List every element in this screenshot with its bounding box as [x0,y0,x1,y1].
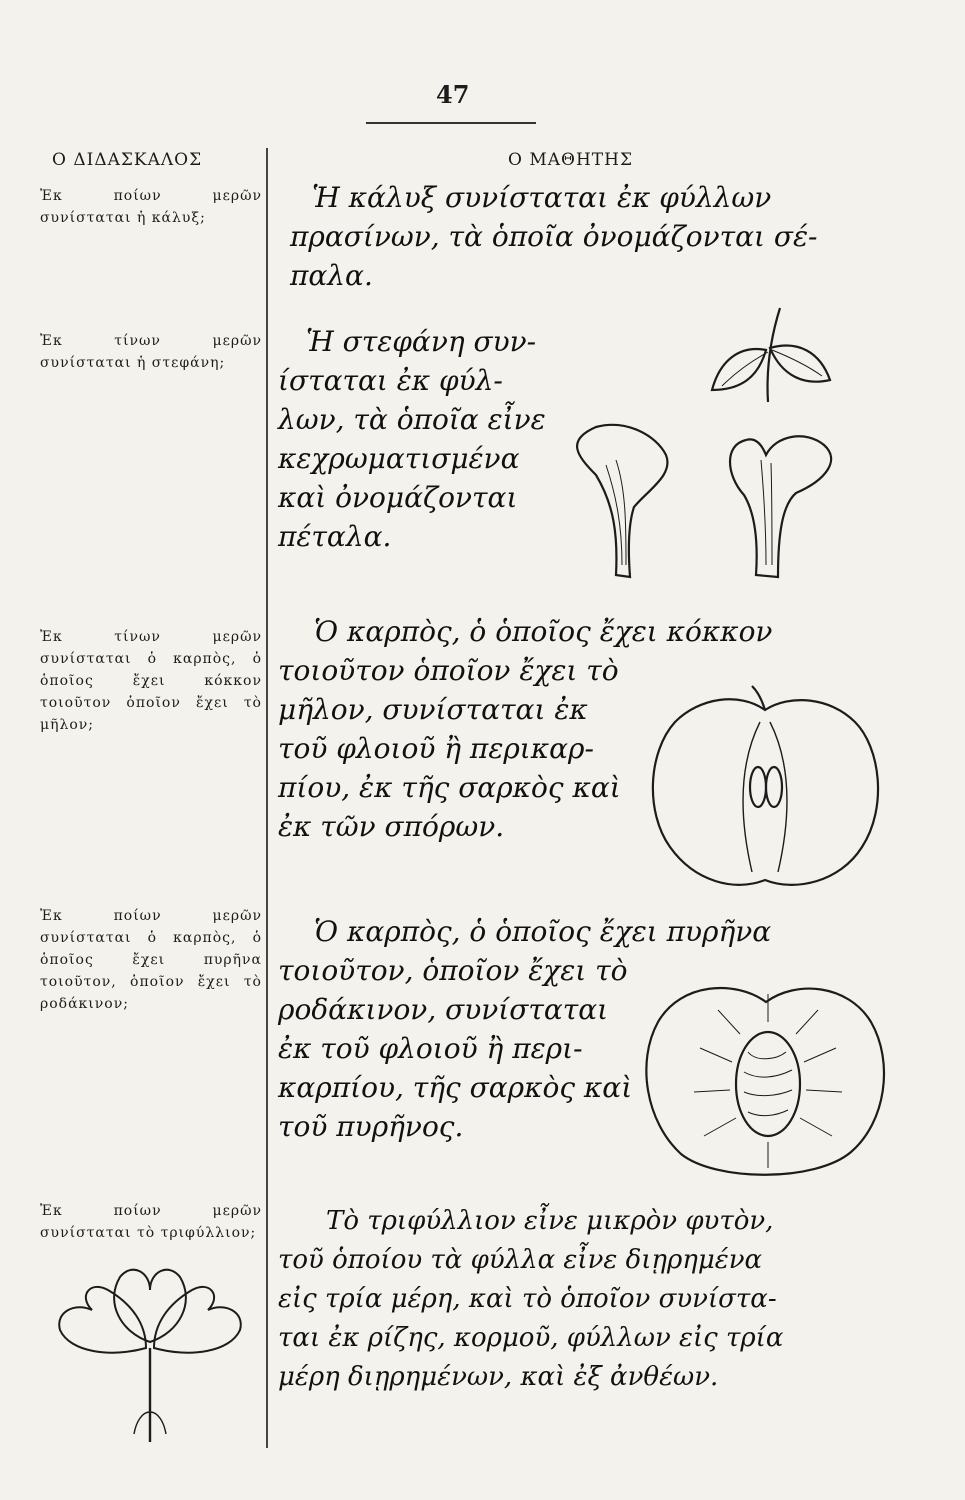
answer-line: τοιοῦτον ὁποῖον ἔχει τὸ [278,654,619,687]
page-number: 47 [436,80,470,109]
column-divider [266,148,268,1448]
answer-line: ἐκ τῶν σπόρων. [278,810,505,843]
peach-section-illustration [636,972,896,1182]
answer-calyx [290,178,890,295]
answer-line: Ἡ κάλυξ συνίσταται ἐκ φύλλων [312,181,772,214]
answer-line: Ὁ καρπὸς, ὁ ὁποῖος ἔχει κόκκον [314,615,773,648]
answer-line: κεχρωματισμένα [278,442,520,475]
answer-line: καρπίου, τῆς σαρκὸς καὶ [278,1071,633,1104]
answer-line: εἰς τρία μέρη, καὶ τὸ ὁποῖον συνίστα- [278,1284,777,1314]
apple-section-illustration [640,682,890,897]
answer-line: λων, τὰ ὁποῖα εἶνε [278,403,546,436]
petals-illustration [556,415,856,585]
clover-illustration [50,1262,250,1452]
answer-line: πρασίνων, τὰ ὁποῖα ὀνομάζονται σέ- [290,220,818,253]
answer-line: πίου, ἐκ τῆς σαρκὸς καὶ [278,771,621,804]
question-apple-fruit: Ἐκ τίνων μερῶν συνίσταται ὁ καρπὸς, ὁ ὁποῖος ἔχει κόκκον τοιοῦτον ὁποῖον ἔχει τὸ μῆλον; [40,629,262,733]
answer-clover [278,1202,898,1397]
question-corolla: Ἐκ τίνων μερῶν συνίσταται ἡ στεφάνη; [40,333,262,371]
answer-line: Τὸ τριφύλλιον εἶνε μικρὸν φυτὸν, [326,1206,774,1236]
answer-line: τοιοῦτον, ὁποῖον ἔχει τὸ [278,954,628,987]
answer-line: πέταλα. [278,520,392,553]
answer-line: παλα. [290,259,373,292]
answer-corolla [278,322,578,556]
answer-line: τοῦ πυρῆνος. [278,1110,464,1143]
header-rule [366,122,536,124]
question-calyx: Ἐκ ποίων μερῶν συνίσταται ἡ κάλυξ; [40,188,262,226]
answer-line: ται ἐκ ρίζης, κορμοῦ, φύλλων εἰς τρία [278,1323,784,1353]
teacher-column-header: Ο ΔΙΔΑΣΚΑΛΟΣ [52,150,203,170]
answer-line: ίσταται ἐκ φύλ- [278,364,503,397]
answer-line: Ἡ στεφάνη συν- [306,325,537,358]
calyx-illustration [700,290,840,410]
answer-line: ροδάκινον, συνίσταται [278,993,609,1026]
question-peach-fruit: Ἐκ ποίων μερῶν συνίσταται ὁ καρπὸς, ὁ ὁποῖος ἔχει πυρῆνα τοιοῦτον, ὁποῖον ἔχει τὸ ροδάκινον; [40,908,262,1012]
question-clover: Ἐκ ποίων μερῶν συνίσταται τὸ τριφύλλιον; [40,1203,262,1241]
answer-line: καὶ ὀνομάζονται [278,481,518,514]
answer-line: μῆλον, συνίσταται ἐκ [278,693,588,726]
answer-line: τοῦ ὁποίου τὰ φύλλα εἶνε διῃρημένα [278,1245,763,1275]
answer-line: Ὁ καρπὸς, ὁ ὁποῖος ἔχει πυρῆνα [314,915,772,948]
answer-line: ἐκ τοῦ φλοιοῦ ἢ περι- [278,1032,583,1065]
answer-line: μέρη διῃρημένων, καὶ ἐξ ἀνθέων. [278,1362,719,1392]
student-column-header: Ο ΜΑΘΗΤΗΣ [508,150,633,170]
answer-line: τοῦ φλοιοῦ ἢ περικαρ- [278,732,594,765]
